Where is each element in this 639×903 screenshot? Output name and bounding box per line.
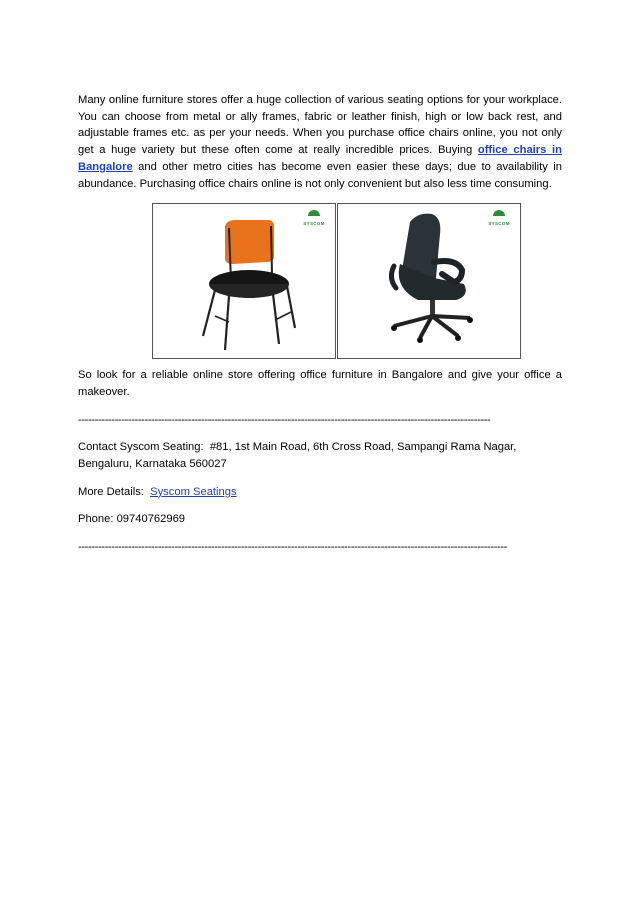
separator-line-bottom: --------------------------------------------------------------------------------------------------------------------------------- <box>78 541 507 554</box>
product-images <box>78 203 562 367</box>
syscom-logo: SYSCOM <box>303 210 325 233</box>
contact-label: Contact Syscom Seating: <box>78 441 204 454</box>
phone-label: Phone: <box>78 513 114 526</box>
executive-chair-image <box>337 203 521 359</box>
phone-number: 09740762969 <box>116 513 186 526</box>
separator-line: ---------------------------------------------------------------------------------------------------------------------------- <box>78 413 491 426</box>
address-line-2: Bengaluru, Karnataka 560027 <box>78 458 227 471</box>
address-line-1: #81, 1st Main Road, 6th Cross Road, Sampangi Rama Nagar, <box>209 441 517 454</box>
syscom-logo: SYSCOM <box>488 210 510 233</box>
syscom-seatings-link[interactable]: Syscom Seatings <box>150 485 237 498</box>
more-details-row <box>78 484 562 501</box>
phone-row <box>78 511 562 528</box>
closing-paragraph: So look for a reliable online store offering office furniture in Bangalore and give your office a makeover. <box>78 369 562 398</box>
intro-text-before: Many online furniture stores offer a huge collection of various seating options for your workplace. You can choose from metal or ally frames, fabric or leather finish, high or low back rest, and adjustable frames etc. as per your needs. When you purchase office chairs online, you not only get a huge variety but these often come at really incredible prices. Buying <box>78 94 562 157</box>
more-details-label: More Details: <box>78 485 144 498</box>
contact-block <box>78 439 562 472</box>
intro-text-after: and other metro cities has become even easier these days; due to availability in abundance. Purchasing office chairs online is not only convenient but also less time consuming. <box>78 160 562 190</box>
document-page <box>78 92 562 556</box>
office-chairs-link[interactable]: office chairs in Bangalore <box>78 144 562 173</box>
stacking-chair-image <box>152 203 336 359</box>
intro-paragraph <box>78 92 562 192</box>
